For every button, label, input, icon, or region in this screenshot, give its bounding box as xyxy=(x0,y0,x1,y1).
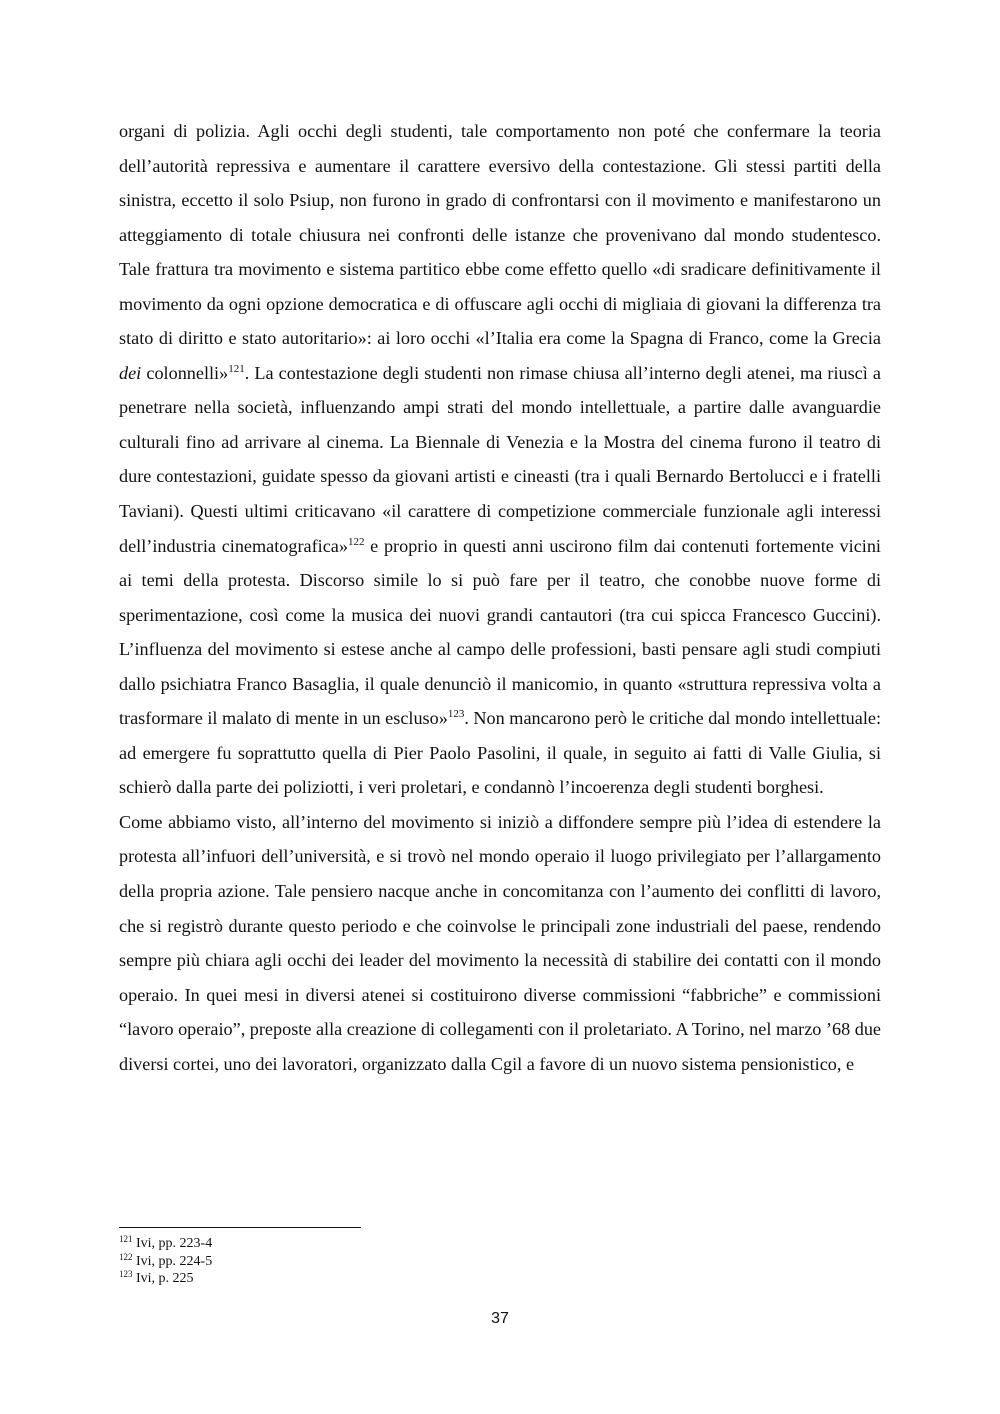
footnote-number: 123 xyxy=(119,1269,133,1279)
footnote-text: Ivi, pp. 224-5 xyxy=(136,1253,213,1269)
body-text xyxy=(119,114,881,1081)
paragraph-1-text: organi di polizia. Agli occhi degli studenti, tale comportamento non poté che confermare la teoria dell’autorità repressiva e aumentare il carattere eversivo della contestazione. Gli stessi partiti della sinistra, eccetto il solo Psiup, non furono in grado di confrontarsi con il movimento e manifestarono un atteggiamento di totale chiusura nei confronti delle istanze che provenivano dal mondo studentesco. Tale frattura tra movimento e sistema partitico ebbe come effetto quello «di sradicare definitivamente il movimento da ogni opzione democratica e di offuscare agli occhi di migliaia di giovani la differenza tra stato di diritto e stato autoritario»: ai loro occhi «l’Italia era come la Spagna di Franco, come la Grecia xyxy=(119,121,881,349)
paragraph-1 xyxy=(119,114,881,805)
paragraph-2: Come abbiamo visto, all’interno del movimento si iniziò a diffondere sempre più l’idea di estendere la protesta all’infuori dell’università, e si trovò nel mondo operaio il luogo privilegiato per l’allargamento della propria azione. Tale pensiero nacque anche in concomitanza con l’aumento dei conflitti di lavoro, che si registrò durante questo periodo e che coinvolse le principali zone industriali del paese, rendendo sempre più chiara agli occhi dei leader del movimento la necessità di stabilire dei contatti con il mondo operaio. In quei mesi in diversi atenei si costituirono diverse commissioni “fabbriche” e commissioni “lavoro operaio”, preposte alla creazione di collegamenti con il proletariato. A Torino, nel marzo ’68 due diversi cortei, uno dei lavoratori, organizzato dalla Cgil a favore di un nuovo sistema pensionistico, e xyxy=(119,811,881,1074)
footnote-ref-121: 121 xyxy=(228,362,245,375)
footnote-121 xyxy=(119,1235,619,1253)
footnotes xyxy=(119,1235,619,1288)
footnote-number: 122 xyxy=(119,1251,133,1262)
paragraph-1-text: colonnelli» xyxy=(146,362,229,383)
page-number: 37 xyxy=(491,1310,509,1327)
paragraph-1-text: . Non mancarono però le critiche dal mondo intellettuale: ad emergere fu soprattutto quella di Pier Paolo Pasolini, il quale, in seguito ai fatti di Valle Giulia, si schierò dalla parte dei poliziotti, i veri proletari, e condannò l’incoerenza degli studenti borghesi. xyxy=(119,708,882,798)
footnote-122 xyxy=(119,1253,619,1271)
footnote-separator xyxy=(119,1227,361,1228)
paragraph-1-text: . La contestazione degli studenti non rimase chiusa all’interno degli atenei, ma riuscì a penetrare nella società, influenzando ampi strati del mondo intellettuale, a partire dalle avanguardie culturali fino ad arrivare al cinema. La Biennale di Venezia e la Mostra del cinema furono il teatro di dure contestazioni, guidate spesso da giovani artisti e cineasti (tra i quali Bernardo Bertolucci e i fratelli Taviani). Questi ultimi criticavano «il carattere di competizione commerciale funzionale agli interessi dell’industria cinematografica» xyxy=(119,362,882,556)
paragraph-1-text: e proprio in questi anni uscirono film dai contenuti fortemente vicini ai temi della protesta. Discorso simile lo si può fare per il teatro, che conobbe nuove forme di sperimentazione, così come la musica dei nuovi grandi cantautori (tra cui spicca Francesco Guccini). L’influenza del movimento si estese anche al campo delle professioni, basti pensare agli studi compiuti dallo psichiatra Franco Basaglia, il quale denunciò il manicomio, in quanto «struttura repressiva volta a trasformare il malato di mente in un escluso» xyxy=(119,535,881,729)
footnote-123 xyxy=(119,1270,619,1288)
footnote-ref-123: 123 xyxy=(447,708,465,721)
italic-word: dei xyxy=(119,362,142,383)
footnote-text: Ivi, p. 225 xyxy=(136,1271,194,1286)
footnote-ref-122: 122 xyxy=(347,535,365,548)
footnote-text: Ivi, pp. 223-4 xyxy=(136,1236,213,1251)
footnote-number: 121 xyxy=(119,1234,133,1244)
